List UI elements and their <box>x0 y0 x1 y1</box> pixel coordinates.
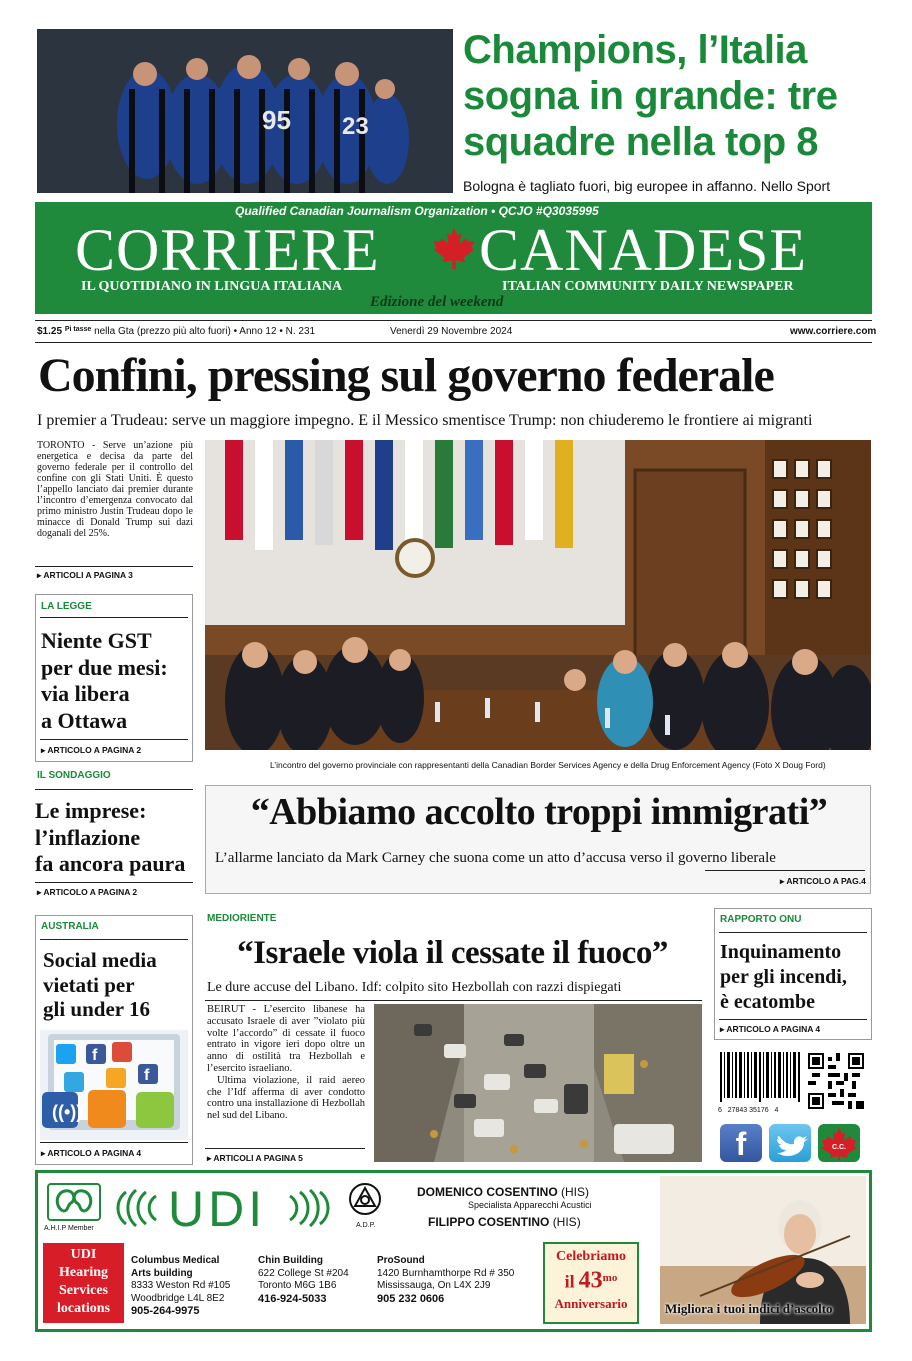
sound-waves-right-icon <box>282 1188 338 1228</box>
lead-photo <box>205 440 871 750</box>
corriere-app-icon[interactable] <box>818 1124 860 1162</box>
masthead-name-left: CORRIERE <box>75 217 380 283</box>
masthead <box>35 202 872 314</box>
legge-label: LA LEGGE <box>41 601 92 612</box>
barcode <box>718 1052 802 1114</box>
sondaggio-headline[interactable]: Le imprese: l’inflazione fa ancora paura <box>35 798 186 876</box>
australia-ref[interactable]: ▸ ARTICOLO A PAGINA 4 <box>41 1148 142 1158</box>
sports-headline[interactable]: Champions, l’Italia sogna in grande: tre squadre nella top 8 <box>463 28 838 164</box>
sondaggio-ref[interactable]: ▸ ARTICOLO A PAGINA 2 <box>37 887 138 897</box>
facebook-icon[interactable]: f <box>720 1124 762 1162</box>
maple-leaf-icon <box>432 226 476 270</box>
onu-ref[interactable]: ▸ ARTICOLO A PAGINA 4 <box>720 1024 821 1034</box>
medioriente-photo <box>374 1004 702 1162</box>
social-media-icons-image <box>40 1030 188 1140</box>
carney-headline[interactable]: “Abbiamo accolto troppi immigrati” <box>250 791 828 833</box>
svg-text:f: f <box>144 1067 150 1084</box>
issue-date: Venerdì 29 Novembre 2024 <box>390 326 513 337</box>
legge-headline[interactable]: Niente GST per due mesi: via libera a Ottawa <box>41 628 168 733</box>
lead-photo-caption: L’incontro del governo provinciale con rappresentanti della Canadian Border Services Agency e della Drug Enforcement Agency (Foto X Doug Ford) <box>270 760 826 770</box>
tagline-right: ITALIAN COMMUNITY DAILY NEWSPAPER <box>502 279 794 294</box>
australia-headline[interactable]: Social media vietati per gli under 16 <box>43 948 157 1021</box>
lead-ref[interactable]: ▸ ARTICOLI A PAGINA 3 <box>37 570 133 580</box>
lead-deck: I premier a Trudeau: serve un maggiore impegno. E il Messico smentisce Trump: non chiuderemo le frontiere ai migranti <box>37 412 813 429</box>
svg-text:((•)): ((•)) <box>52 1102 83 1122</box>
medioriente-ref[interactable]: ▸ ARTICOLI A PAGINA 5 <box>207 1153 303 1163</box>
website-link[interactable]: www.corriere.com <box>790 326 877 337</box>
locations-box[interactable]: UDI Hearing Services locations <box>43 1243 124 1323</box>
legge-ref[interactable]: ▸ ARTICOLO A PAGINA 2 <box>41 745 142 755</box>
photo-caption-ad: Migliora i tuoi indici d’ascolto <box>665 1301 833 1316</box>
qcjo-line: Qualified Canadian Journalism Organization • QCJO #Q3035995 <box>235 204 599 218</box>
dateline-left: $1.25 $^{Pi tasse}$ nella Gta (prezzo più alto fuori) • Anno 12 • N. 231 <box>37 326 316 337</box>
tagline-left: IL QUOTIDIANO IN LINGUA ITALIANA <box>81 279 343 294</box>
location-chin[interactable]: Chin Building 622 College St #204 Toronto M6G 1B6 416-924-5033 <box>258 1255 349 1305</box>
cc-label: C.C. <box>832 1144 846 1151</box>
svg-text:95: 95 <box>262 105 291 135</box>
medioriente-deck: Le dure accuse del Libano. Idf: colpito sito Hezbollah con razzi dispiegati <box>207 980 622 995</box>
ahip-label: A.H.I.P Member <box>44 1225 94 1232</box>
ahip-logo-icon <box>47 1183 101 1221</box>
australia-label: AUSTRALIA <box>41 921 99 932</box>
sports-photo <box>37 29 453 193</box>
price: $1.25 <box>37 326 63 337</box>
qr-code[interactable] <box>808 1053 864 1109</box>
ad-name-1: DOMENICO COSENTINO (HIS) <box>417 1185 590 1199</box>
medioriente-label: MEDIORIENTE <box>207 913 277 924</box>
carney-deck: L’allarme lanciato da Mark Carney che suona come un atto d’accusa verso il governo liberale <box>215 850 776 866</box>
ad-name-2: FILIPPO COSENTINO (HIS) <box>428 1215 581 1229</box>
svg-text:f: f <box>92 1047 98 1064</box>
sondaggio-label: IL SONDAGGIO <box>37 770 111 781</box>
location-columbus[interactable]: Columbus Medical Arts building 8333 Weston Rd #105 Woodbridge L4L 8E2 905-264-9975 <box>131 1255 231 1317</box>
adp-logo-icon <box>348 1182 382 1216</box>
masthead-name-right: CANADESE <box>479 217 808 283</box>
barcode-number: 6 27843 35176 4 <box>718 1107 779 1114</box>
location-prosound[interactable]: ProSound 1420 Burnhamthorpe Rd # 350 Mississauga, On L4X 2J9 905 232 0606 <box>377 1255 515 1305</box>
lead-headline[interactable]: Confini, pressing sul governo federale <box>38 349 774 402</box>
svg-text:23: 23 <box>342 113 369 140</box>
medioriente-body: BEIRUT - L’esercito libanese ha accusato Israele di aver ”violato più volte l’accordo” di cessate il fuoco entrato in vigore ieri dopo oltre un anno di ostilità tra Hezbollah e l’esercito israeliano. Ultima violazione, il raid aereo che l’Idf afferma di aver condotto contro una installazione di Hezbollah nel sud del Libano. <box>207 1004 365 1122</box>
medioriente-headline[interactable]: “Israele viola il cessate il fuoco” <box>237 935 668 971</box>
udi-logo: UDI <box>168 1181 267 1237</box>
carney-ref[interactable]: ▸ ARTICOLO A PAG.4 <box>780 876 866 886</box>
onu-label: RAPPORTO ONU <box>720 914 802 925</box>
onu-headline[interactable]: Inquinamento per gli incendi, è ecatombe <box>720 941 847 1013</box>
sound-waves-left-icon <box>108 1188 164 1228</box>
lead-body: TORONTO - Serve un’azione più energetica e decisa da parte del governo federale per il controllo del confine con gli Stati Uniti. È questo l’appello lanciato dai premier durante l’incontro d’emergenza convocato dal primo ministro Justin Trudeau dopo le minacce di Donald Trump sui dazi doganali del 25%. <box>37 440 193 539</box>
adp-label: A.D.P. <box>356 1222 376 1229</box>
ad-specialist: Specialista Apparecchi Acustici <box>468 1200 592 1210</box>
edition-label: Edizione del weekend <box>370 294 504 310</box>
anniversary-badge: Celebriamo il $43^{mo}$ Anniversario <box>543 1242 639 1324</box>
sports-deck: Bologna è tagliato fuori, big europee in affanno. Nello Sport <box>463 178 831 194</box>
twitter-icon[interactable] <box>769 1124 811 1162</box>
